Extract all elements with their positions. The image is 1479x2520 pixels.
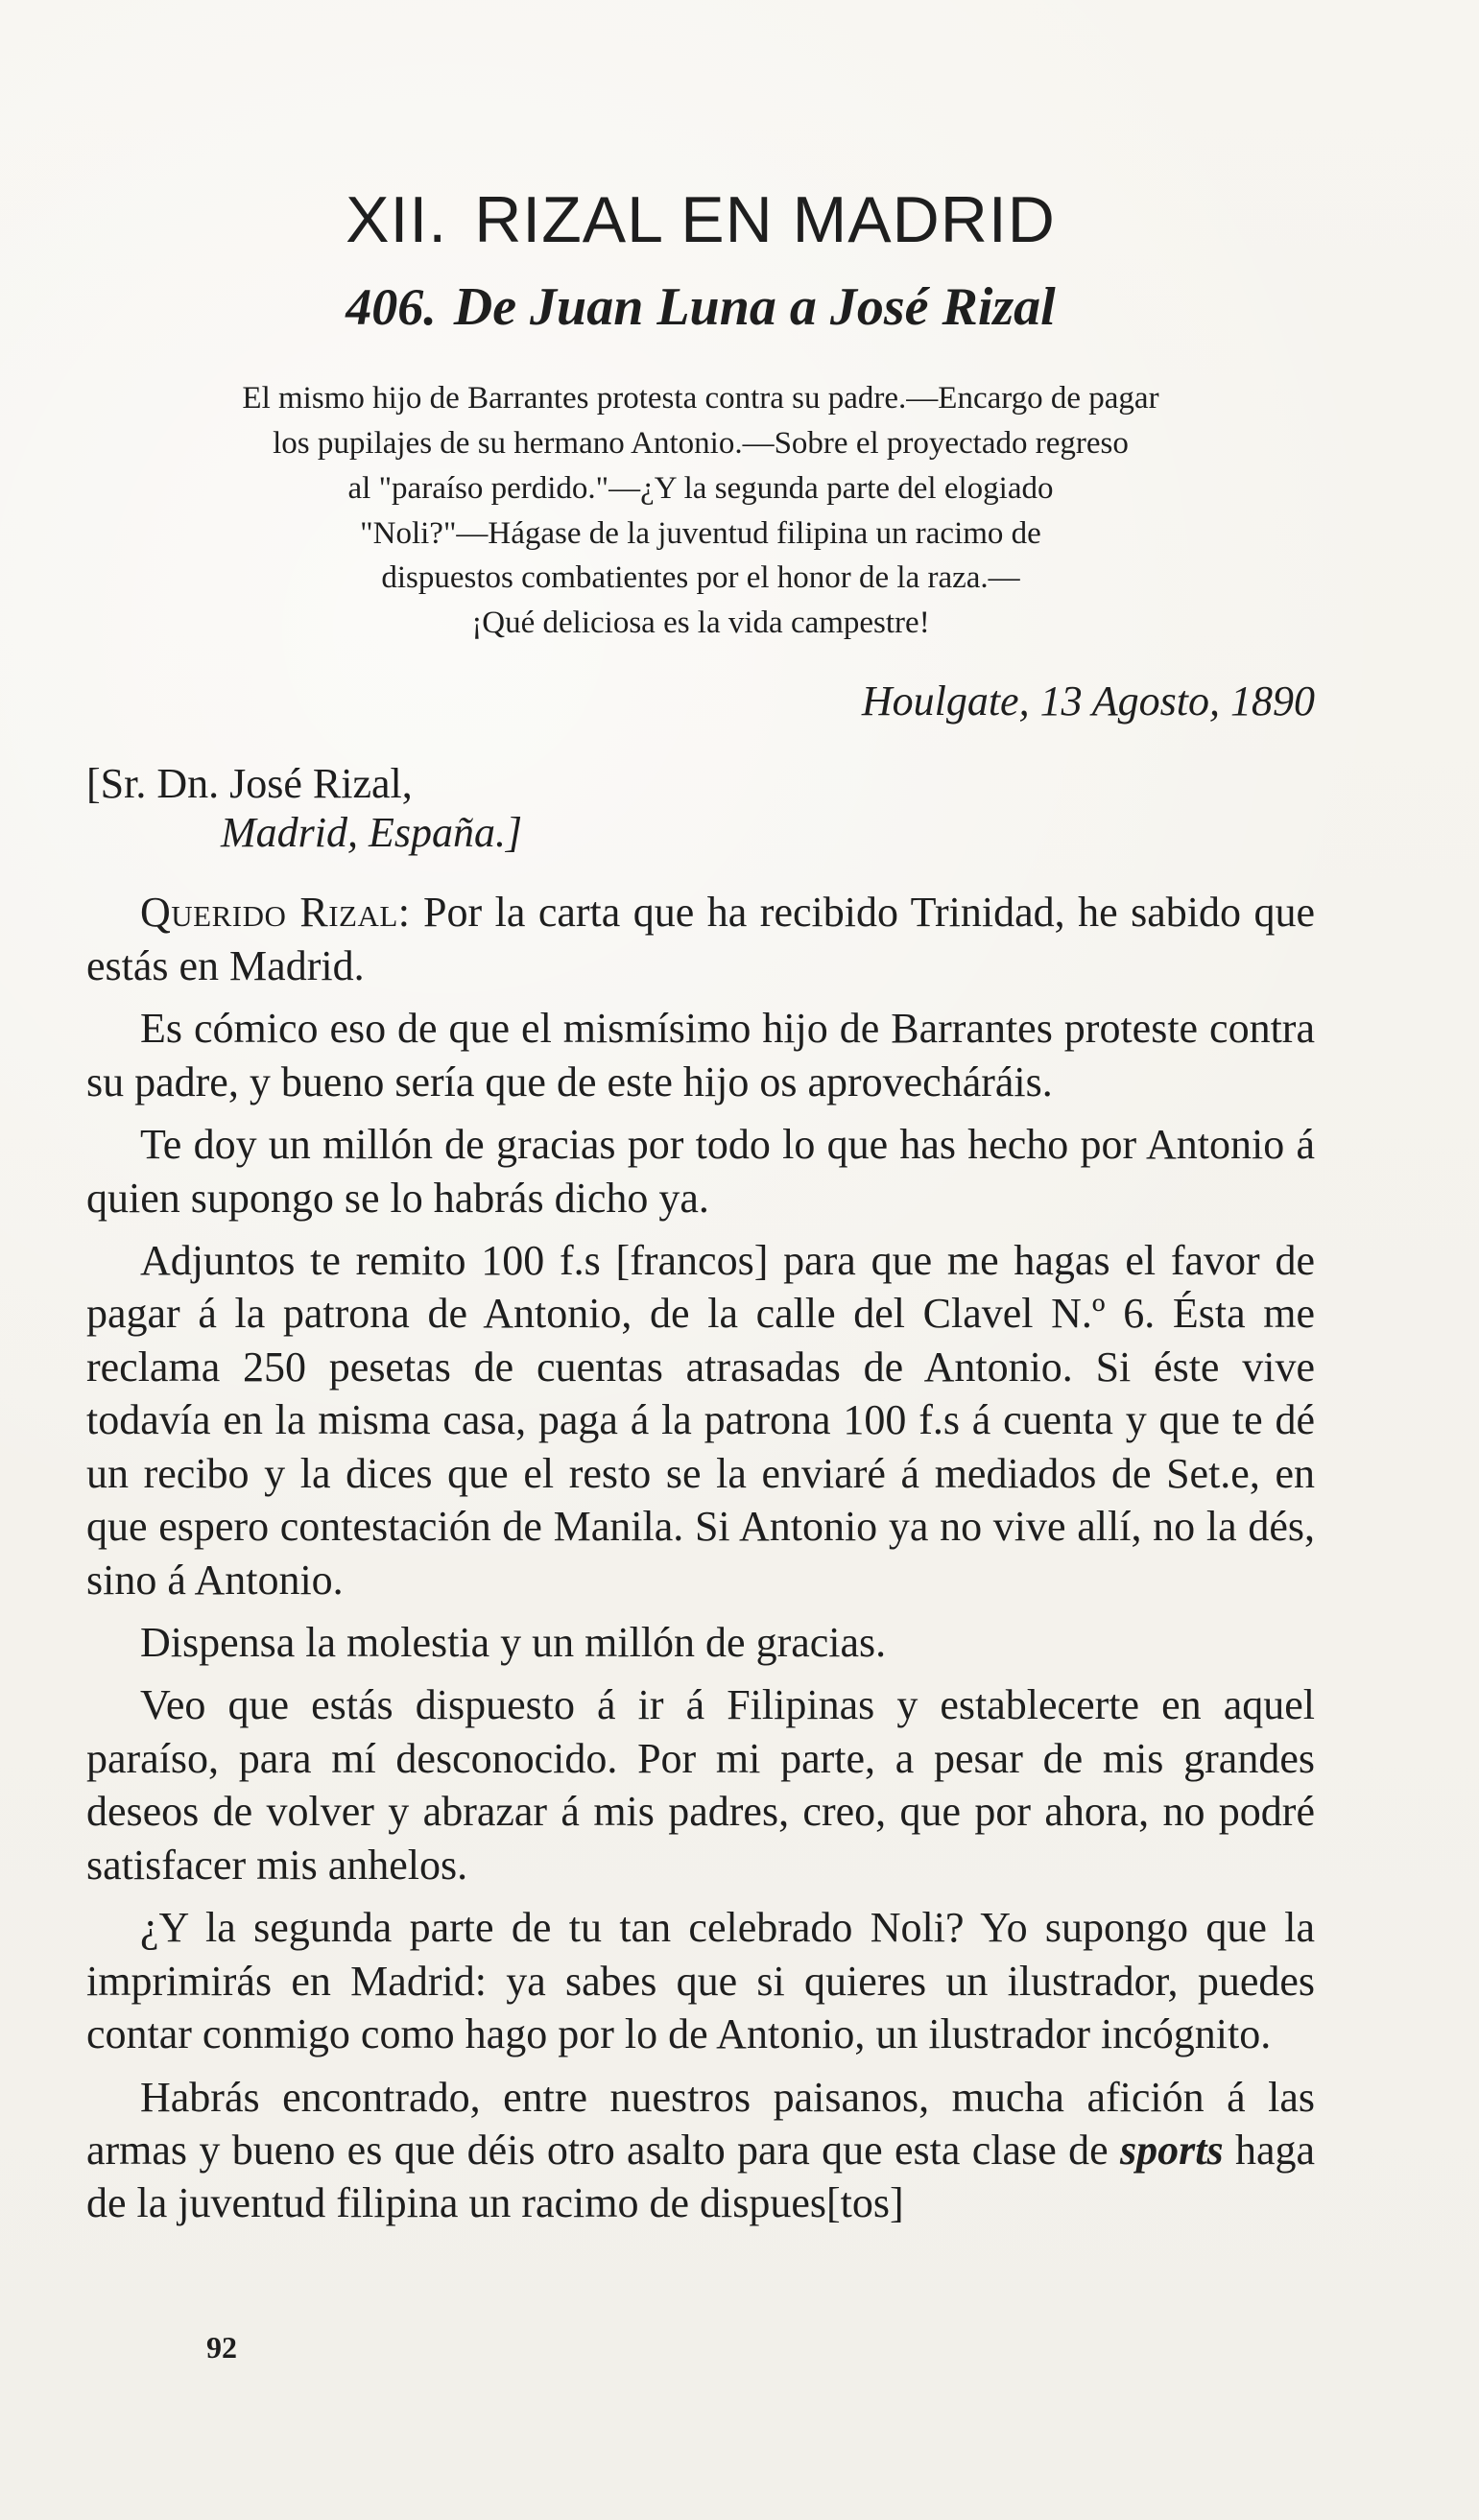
paragraph-text: Por la carta que ha recibido Trinidad, he sabido que estás en Madrid. xyxy=(86,889,1315,989)
page-number: 92 xyxy=(206,2330,237,2365)
chapter-number: XII. xyxy=(346,183,448,256)
chapter-title xyxy=(86,182,1315,257)
paragraph: Veo que estás dispuesto á ir á Filipinas y establecerte en aquel paraíso, para mí desconocido. Por mi parte, a pesar de mis grandes deseos de volver y abrazar á mis padres, creo, que por ahora, no podré satisfacer mis anhelos. xyxy=(86,1681,1315,1889)
summary-line: al "paraíso perdido."—¿Y la segunda parte del elogiado xyxy=(347,470,1054,506)
paragraph: ¿Y la segunda parte de tu tan celebrado Noli? Yo supongo que la imprimirás en Madrid: ya sabes que si quieres un ilustrador, puedes contar conmigo como hago por lo de Antonio, un ilustrador incógnito. xyxy=(86,1904,1315,2058)
paragraph-text: Habrás encontrado, entre nuestros paisanos, mucha afición á las armas y bueno es que déis otro asalto para que esta clase de xyxy=(86,2073,1315,2174)
summary-line: dispuestos combatientes por el honor de la raza.— xyxy=(381,560,1020,596)
letter-body xyxy=(86,886,1315,2230)
paragraph xyxy=(86,886,1315,992)
emphasized-word: sports xyxy=(1119,2126,1224,2174)
address-line: Madrid, España.] xyxy=(221,808,523,856)
summary-line: El mismo hijo de Barrantes protesta contra su padre.—Encargo de pagar xyxy=(242,381,1159,416)
paragraph: Te doy un millón de gracias por todo lo que has hecho por Antonio á quien supongo se lo habrás dicho ya. xyxy=(86,1121,1315,1222)
address-line: [Sr. Dn. José Rizal, xyxy=(86,760,413,808)
address-block xyxy=(86,760,1315,857)
letter-summary xyxy=(130,376,1272,646)
paragraph: Dispensa la molestia y un millón de gracias. xyxy=(140,1619,887,1667)
summary-line: "Noli?"—Hágase de la juventud filipina un racimo de xyxy=(360,515,1041,551)
paragraph xyxy=(86,2071,1315,2230)
page-content xyxy=(86,182,1315,2240)
paragraph: Es cómico eso de que el mismísimo hijo de Barrantes proteste contra su padre, y bueno sería que de este hijo os aprovecháráis. xyxy=(86,1005,1315,1105)
letter-number: 406. xyxy=(346,278,437,336)
summary-line: ¡Qué deliciosa es la vida campestre! xyxy=(471,606,930,641)
chapter-name: RIZAL EN MADRID xyxy=(474,183,1056,256)
letter-heading: De Juan Luna a José Rizal xyxy=(453,277,1056,337)
place-date: Houlgate, 13 Agosto, 1890 xyxy=(861,678,1315,725)
letter-title xyxy=(86,276,1315,338)
paragraph: Adjuntos te remito 100 f.s [francos] para que me hagas el favor de pagar á la patrona de Antonio, de la calle del Clavel N.º 6. Ésta me reclama 250 pesetas de cuentas atrasadas de Antonio. Si éste vive todavía en la misma casa, paga á la patrona 100 f.s á cuenta y que te dé un recibo y la dices que el resto se la enviaré á mediados de Set.e, en que espero contestación de Manila. Si Antonio ya no vive allí, no la dés, sino á Antonio. xyxy=(86,1236,1315,1604)
summary-line: los pupilajes de su hermano Antonio.—Sobre el proyectado regreso xyxy=(273,425,1129,461)
paragraph-text: haga de la juventud filipina un racimo de dispues[tos] xyxy=(86,2126,1315,2227)
salutation: Querido Rizal: xyxy=(140,889,411,937)
